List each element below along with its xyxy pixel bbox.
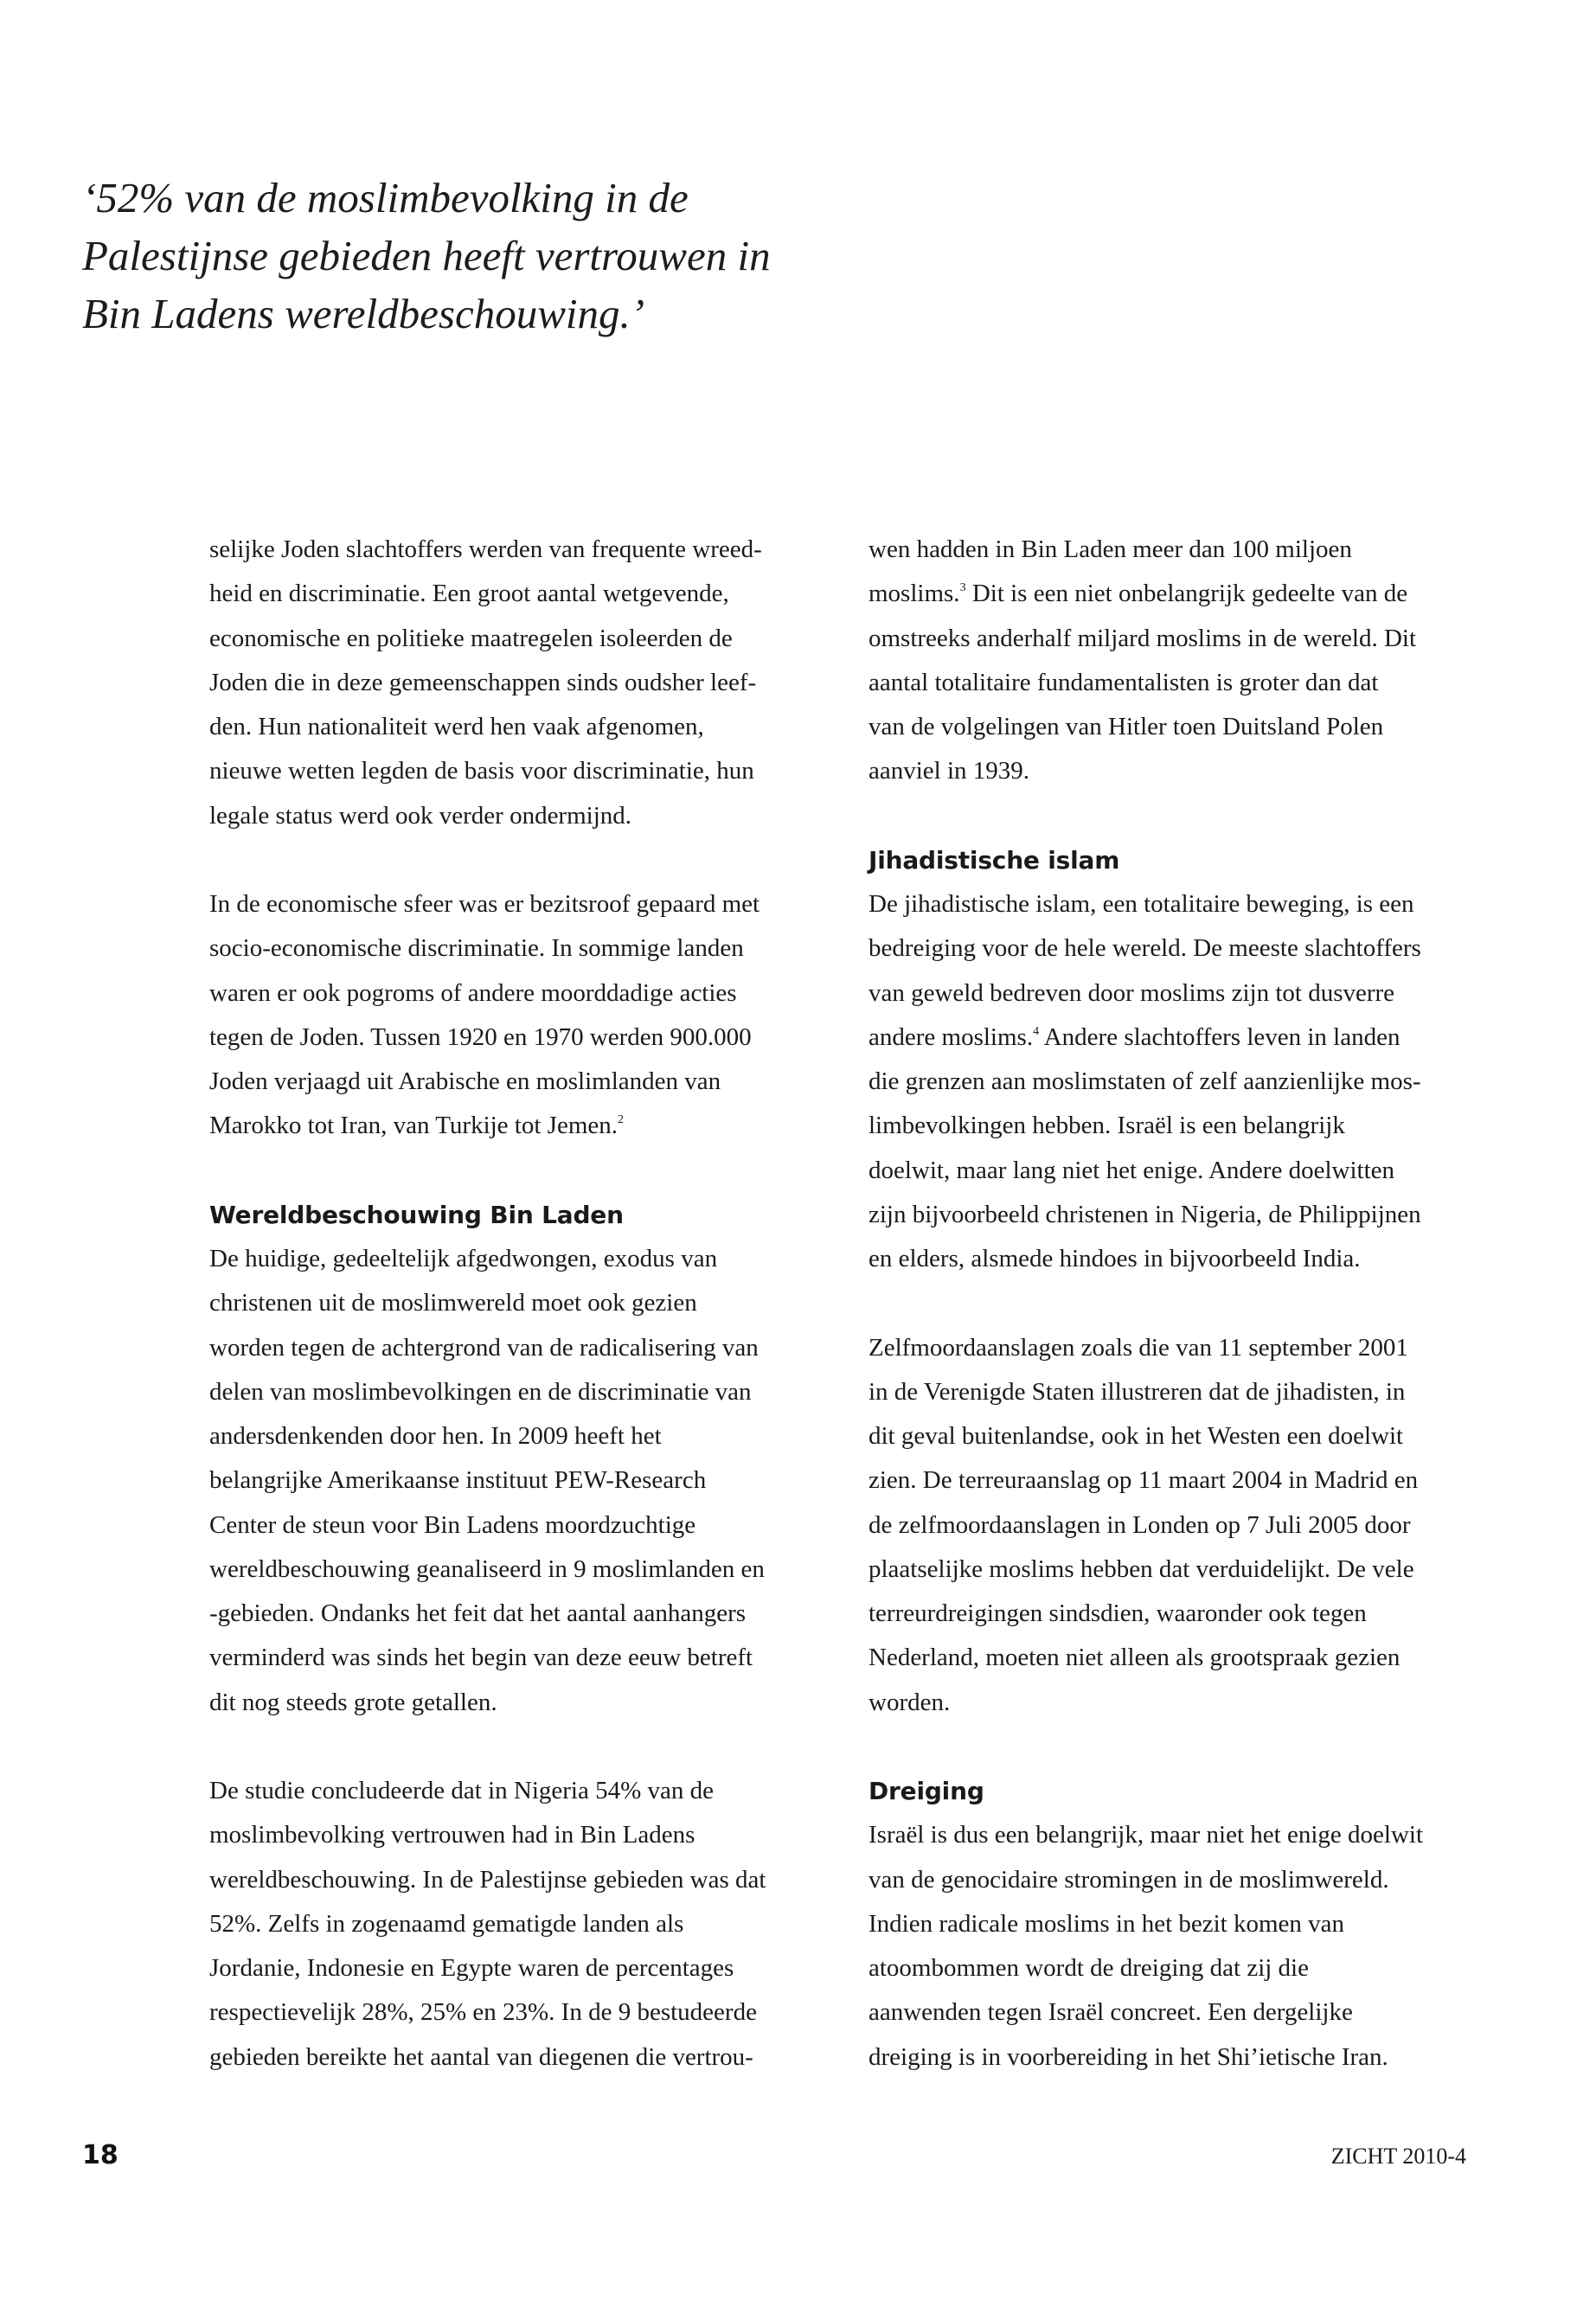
body-line: Jordanie, Indonesie en Egypte waren de percentages: [209, 1954, 734, 1982]
body-line: zien. De terreuraanslag op 11 maart 2004 in Madrid en: [869, 1466, 1419, 1495]
paragraph-gap: [209, 838, 815, 882]
body-line: socio-economische discriminatie. In sommige landen: [209, 934, 744, 963]
body-line: doelwit, maar lang niet het enige. Andere doelwitten: [869, 1156, 1394, 1184]
body-line: christenen uit de moslimwereld moet ook gezien: [209, 1289, 697, 1317]
page-number: 18: [82, 2140, 119, 2170]
body-line: gebieden bereikte het aantal van diegenen die vertrou-: [209, 2042, 753, 2071]
body-line: atoombommen wordt de dreiging dat zij die: [869, 1954, 1309, 1982]
body-line: zijn bijvoorbeeld christenen in Nigeria, de Philippijnen: [869, 1200, 1421, 1228]
body-line: de zelfmoordaanslagen in Londen op 7 Juli 2005 door: [869, 1510, 1411, 1539]
body-line: terreurdreigingen sindsdien, waaronder ook tegen: [869, 1599, 1367, 1627]
body-line: den. Hun nationaliteit werd hen vaak afgenomen,: [209, 713, 704, 740]
body-line: economische en politieke maatregelen isoleerden de: [209, 624, 733, 652]
body-line: die grenzen aan moslimstaten of zelf aanzienlijke mos-: [869, 1067, 1421, 1095]
body-line: omstreeks anderhalf miljard moslims in de wereld. Dit: [869, 624, 1417, 652]
pull-quote-line: Palestijnse gebieden heeft vertrouwen in: [82, 232, 771, 279]
paragraph-gap: [869, 794, 1474, 838]
body-line: De huidige, gedeeltelijk afgedwongen, exodus van: [209, 1245, 718, 1272]
section-heading: Jihadistische islam: [869, 845, 1120, 875]
body-line: plaatselijke moslims hebben dat verduidelijkt. De vele: [869, 1554, 1414, 1583]
body-line: De jihadistische islam, een totalitaire beweging, is een: [869, 890, 1414, 918]
pull-quote-line: Bin Ladens wereldbeschouwing.’: [82, 290, 645, 337]
body-text: moslims.: [869, 580, 960, 608]
body-line: [869, 572, 1474, 616]
body-line: andersdenkenden door hen. In 2009 heeft het: [209, 1422, 662, 1450]
body-text: Andere slachtoffers leven in landen: [1039, 1022, 1401, 1051]
body-line: worden tegen de achtergrond van de radicalisering van: [209, 1333, 759, 1362]
body-line: nieuwe wetten legden de basis voor discriminatie, hun: [209, 757, 754, 785]
paragraph-gap: [869, 1281, 1474, 1325]
body-line: wereldbeschouwing geanaliseerd in 9 moslimlanden en: [209, 1554, 765, 1583]
body-line: dit geval buitenlandse, ook in het Westen een doelwit: [869, 1422, 1404, 1450]
body-line: wen hadden in Bin Laden meer dan 100 miljoen: [869, 535, 1352, 563]
body-line: verminderd was sinds het begin van deze eeuw betreft: [209, 1644, 753, 1672]
body-line: [209, 1104, 815, 1148]
paragraph-gap: [209, 1725, 815, 1769]
body-text: Marokko tot Iran, van Turkije tot Jemen.: [209, 1112, 619, 1140]
body-line: belangrijke Amerikaanse instituut PEW-Research: [209, 1466, 707, 1495]
body-line: respectievelijk 28%, 25% en 23%. In de 9 bestudeerde: [209, 1998, 757, 2027]
footnote-marker: 3: [959, 581, 966, 595]
pull-quote: [82, 169, 861, 343]
body-line: aanwenden tegen Israël concreet. Een dergelijke: [869, 1998, 1353, 2027]
body-line: De studie concludeerde dat in Nigeria 54% van de: [209, 1777, 715, 1804]
body-line: dreiging is in voorbereiding in het Shi’ietische Iran.: [869, 2042, 1388, 2071]
section-heading: Dreiging: [869, 1777, 984, 1805]
paragraph-gap: [209, 1149, 815, 1193]
body-line: van de genocidaire stromingen in de moslimwereld.: [869, 1865, 1389, 1894]
body-line: Nederland, moeten niet alleen als grootspraak gezien: [869, 1644, 1401, 1672]
section-heading: Wereldbeschouwing Bin Laden: [209, 1200, 624, 1229]
paragraph-gap: [869, 1725, 1474, 1769]
body-text: Dit is een niet onbelangrijk gedeelte van de: [965, 580, 1408, 608]
body-line: [869, 1016, 1474, 1060]
body-line: Joden die in deze gemeenschappen sinds oudsher leef-: [209, 668, 757, 696]
body-line: limbevolkingen hebben. Israël is een belangrijk: [869, 1112, 1345, 1140]
left-column: [209, 528, 815, 2080]
body-line: Joden verjaagd uit Arabische en moslimlanden van: [209, 1067, 721, 1095]
body-line: dit nog steeds grote getallen.: [209, 1688, 497, 1716]
footnote-marker: 2: [618, 1113, 625, 1127]
body-line: Zelfmoordaanslagen zoals die van 11 september 2001: [869, 1333, 1408, 1362]
body-line: Center de steun voor Bin Ladens moordzuchtige: [209, 1510, 696, 1539]
body-line: delen van moslimbevolkingen en de discriminatie van: [209, 1377, 752, 1406]
body-text: andere moslims.: [869, 1022, 1034, 1051]
body-line: In de economische sfeer was er bezitsroof gepaard met: [209, 890, 760, 918]
body-line: heid en discriminatie. Een groot aantal wetgevende,: [209, 580, 729, 608]
body-line: selijke Joden slachtoffers werden van frequente wreed-: [209, 535, 762, 563]
body-line: moslimbevolking vertrouwen had in Bin Ladens: [209, 1821, 695, 1849]
pull-quote-line: ‘52% van de moslimbevolking in de: [82, 174, 689, 221]
body-line: legale status werd ook verder ondermijnd.: [209, 801, 632, 830]
body-line: aanviel in 1939.: [869, 757, 1030, 785]
body-line: tegen de Joden. Tussen 1920 en 1970 werden 900.000: [209, 1022, 752, 1051]
body-line: aantal totalitaire fundamentalisten is groter dan dat: [869, 668, 1379, 696]
body-line: wereldbeschouwing. In de Palestijnse gebieden was dat: [209, 1865, 766, 1894]
body-line: Israël is dus een belangrijk, maar niet het enige doelwit: [869, 1821, 1424, 1849]
body-line: in de Verenigde Staten illustreren dat de jihadisten, in: [869, 1377, 1406, 1406]
journal-issue: ZICHT 2010-4: [1330, 2144, 1466, 2169]
right-column: [869, 528, 1474, 2080]
body-line: worden.: [869, 1688, 951, 1716]
body-line: van de volgelingen van Hitler toen Duitsland Polen: [869, 713, 1384, 740]
body-line: -gebieden. Ondanks het feit dat het aantal aanhangers: [209, 1599, 747, 1627]
footnote-marker: 4: [1033, 1024, 1040, 1038]
body-line: van geweld bedreven door moslims zijn tot dusverre: [869, 978, 1395, 1007]
body-line: en elders, alsmede hindoes in bijvoorbeeld India.: [869, 1245, 1361, 1272]
body-line: 52%. Zelfs in zogenaamd gematigde landen als: [209, 1909, 684, 1938]
body-line: bedreiging voor de hele wereld. De meeste slachtoffers: [869, 934, 1421, 963]
body-line: Indien radicale moslims in het bezit komen van: [869, 1909, 1345, 1938]
body-line: waren er ook pogroms of andere moorddadige acties: [209, 978, 737, 1007]
